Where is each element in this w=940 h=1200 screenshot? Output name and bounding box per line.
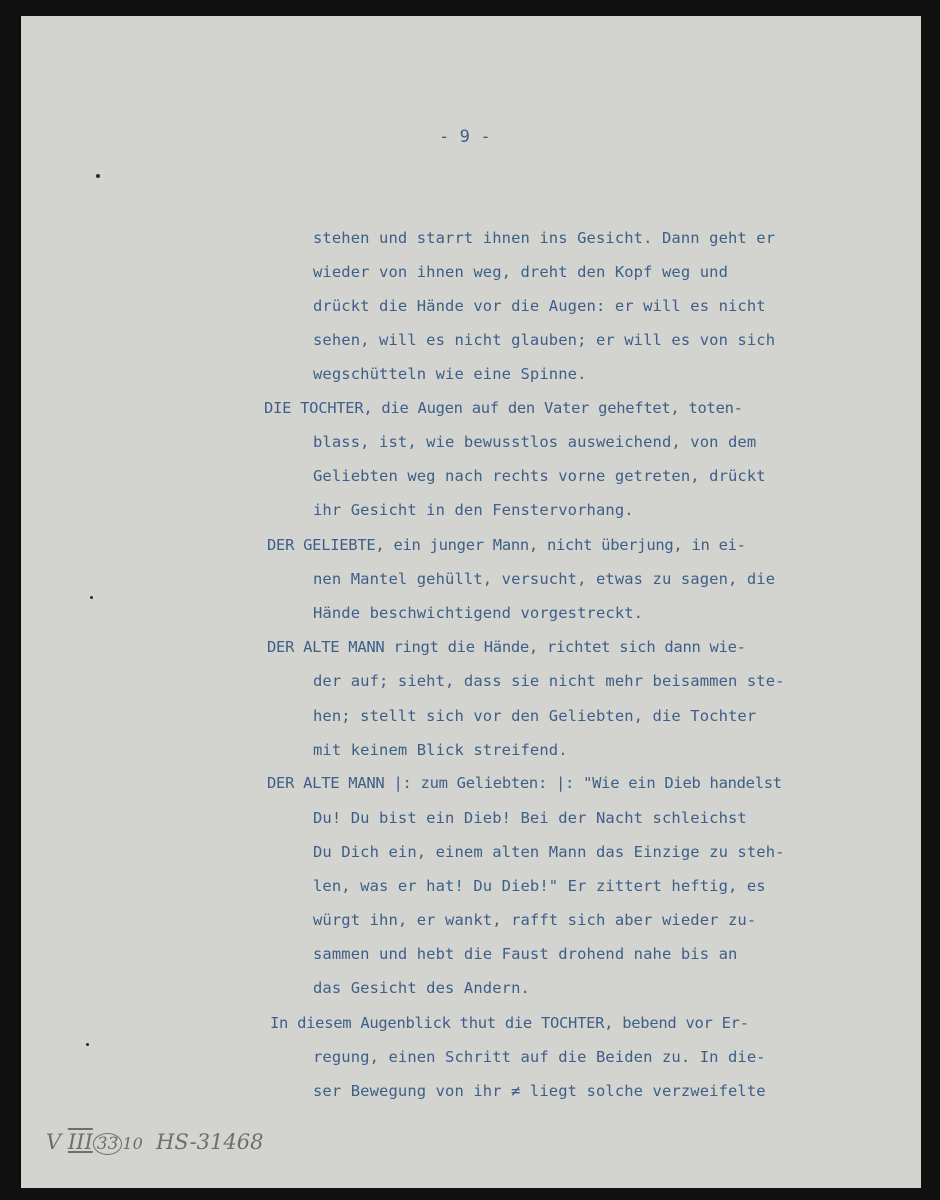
text-line: Geliebten weg nach rechts vorne getreten, drückt xyxy=(313,467,766,485)
ink-mark xyxy=(96,174,100,178)
stage-direction-daughter: DIE TOCHTER, die Augen auf den Vater geheftet, toten- xyxy=(264,399,743,417)
text-line: wieder von ihnen weg, dreht den Kopf weg und xyxy=(313,263,728,281)
text-line: Hände beschwichtigend vorgestreckt. xyxy=(313,604,644,622)
text-line: der auf; sieht, dass sie nicht mehr beisammen ste- xyxy=(313,672,785,690)
stage-direction-lover: DER GELIEBTE, ein junger Mann, nicht überjung, in ei- xyxy=(267,536,746,554)
page-number: - 9 - xyxy=(439,127,491,147)
text-line: ser Bewegung von ihr ≠ liegt solche verzweifelte xyxy=(313,1082,766,1100)
text-line: sehen, will es nicht glauben; er will es von sich xyxy=(313,331,776,349)
text-line: Du Dich ein, einem alten Mann das Einzige zu steh- xyxy=(313,843,785,861)
stage-direction-daughter-step: In diesem Augenblick thut die TOCHTER, bebend vor Er- xyxy=(270,1014,749,1032)
ink-mark xyxy=(90,596,93,599)
text-line: nen Mantel gehüllt, versucht, etwas zu sagen, die xyxy=(313,570,776,588)
text-line: das Gesicht des Andern. xyxy=(313,979,530,997)
text-line: mit keinem Blick streifend. xyxy=(313,741,568,759)
text-line: stehen und starrt ihnen ins Gesicht. Dann geht er xyxy=(313,229,776,247)
dialogue-old-man: DER ALTE MANN |: zum Geliebten: |: "Wie ein Dieb handelst xyxy=(267,774,782,792)
text-line: blass, ist, wie bewusstlos ausweichend, von dem xyxy=(313,433,757,451)
stage-direction-old-man: DER ALTE MANN ringt die Hände, richtet sich dann wie- xyxy=(267,638,746,656)
text-line: würgt ihn, er wankt, rafft sich aber wieder zu- xyxy=(313,911,757,929)
text-line: len, was er hat! Du Dieb!" Er zittert heftig, es xyxy=(313,877,766,895)
text-line: hen; stellt sich vor den Geliebten, die Tochter xyxy=(313,707,757,725)
archive-signature: V III 33 10 HS-31468 xyxy=(46,1130,264,1154)
text-line: sammen und hebt die Faust drohend nahe bis an xyxy=(313,945,738,963)
text-line: wegschütteln wie eine Spinne. xyxy=(313,365,587,383)
ink-mark xyxy=(86,1043,89,1046)
text-line: drückt die Hände vor die Augen: er will es nicht xyxy=(313,297,766,315)
text-line: regung, einen Schritt auf die Beiden zu. In die- xyxy=(313,1048,766,1066)
text-line: ihr Gesicht in den Fenstervorhang. xyxy=(313,501,634,519)
text-line: Du! Du bist ein Dieb! Bei der Nacht schleichst xyxy=(313,809,747,827)
